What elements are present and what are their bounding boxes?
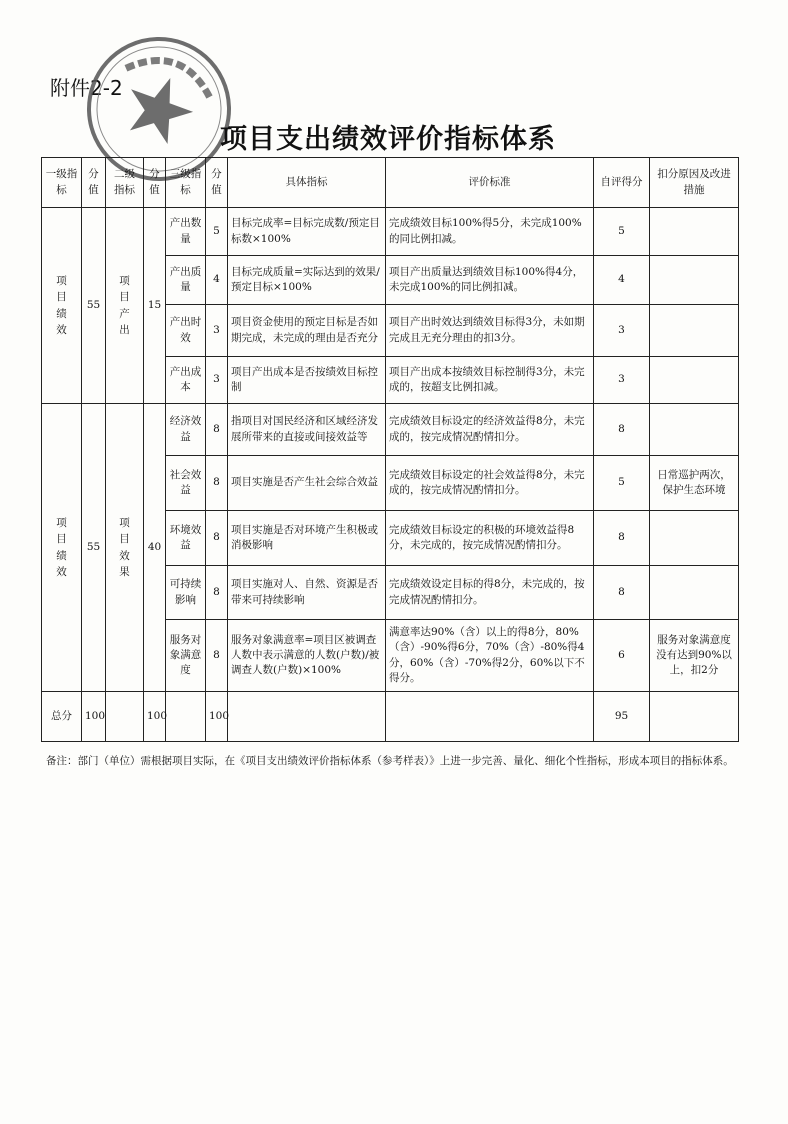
reason-text — [650, 357, 739, 404]
standard-text: 项目产出时效达到绩效目标得3分，未如期完成且无充分理由的扣3分。 — [386, 305, 594, 357]
reason-text: 日常巡护两次，保护生态环境 — [650, 456, 739, 511]
standard-text: 满意率达90%（含）以上的得8分，80%（含）-90%得6分，70%（含）-80%得4分，60%（含）-70%得2分，60%以下不得分。 — [386, 620, 594, 692]
header-level2: 二级指标 — [106, 158, 144, 208]
indicator-text: 目标完成质量=实际达到的效果/预定目标×100% — [228, 256, 386, 305]
level1-score: 55 — [82, 404, 106, 692]
self-score: 3 — [594, 305, 650, 357]
level3-score: 5 — [206, 208, 228, 256]
level3-label: 产出质量 — [166, 256, 206, 305]
level3-score: 8 — [206, 566, 228, 620]
level3-label: 服务对象满意度 — [166, 620, 206, 692]
level3-label: 产出时效 — [166, 305, 206, 357]
level3-score: 8 — [206, 620, 228, 692]
total-level1-score: 100 — [82, 692, 106, 742]
standard-text: 完成绩效目标设定的积极的环境效益得8分，未完成的，按完成情况酌情扣分。 — [386, 511, 594, 566]
standard-text: 完成绩效目标设定的社会效益得8分，未完成的，按完成情况酌情扣分。 — [386, 456, 594, 511]
self-score: 5 — [594, 456, 650, 511]
reason-text — [650, 511, 739, 566]
level3-label: 可持续影响 — [166, 566, 206, 620]
reason-text — [650, 305, 739, 357]
level3-score: 8 — [206, 511, 228, 566]
indicator-text: 项目产出成本是否按绩效目标控制 — [228, 357, 386, 404]
table-row — [42, 208, 739, 256]
standard-text: 完成绩效目标设定的经济效益得8分，未完成的，按完成情况酌情扣分。 — [386, 404, 594, 456]
indicator-text: 项目资金使用的预定目标是否如期完成，未完成的理由是否充分 — [228, 305, 386, 357]
level3-label: 社会效益 — [166, 456, 206, 511]
level3-score: 8 — [206, 456, 228, 511]
header-level1: 一级指标 — [42, 158, 82, 208]
reason-text — [650, 404, 739, 456]
level3-label: 经济效益 — [166, 404, 206, 456]
attachment-label: 附件2-2 — [50, 76, 123, 100]
self-score: 3 — [594, 357, 650, 404]
self-score: 4 — [594, 256, 650, 305]
level3-score: 3 — [206, 357, 228, 404]
level1-label: 项目绩效 — [56, 274, 67, 336]
level3-label: 环境效益 — [166, 511, 206, 566]
level2-score: 40 — [144, 404, 166, 692]
seal-star-icon — [118, 67, 202, 149]
total-level2-score: 100 — [144, 692, 166, 742]
header-score3: 分值 — [206, 158, 228, 208]
self-score: 8 — [594, 404, 650, 456]
standard-text: 完成绩效设定目标的得8分，未完成的，按完成情况酌情扣分。 — [386, 566, 594, 620]
level3-score: 3 — [206, 305, 228, 357]
footnote: 备注：部门（单位）需根据项目实际，在《项目支出绩效评价指标体系（参考样表）》上进一步完善、量化、细化个性指标，形成本项目的指标体系。 — [46, 755, 734, 767]
level3-score: 8 — [206, 404, 228, 456]
total-self-score: 95 — [594, 692, 650, 742]
self-score: 8 — [594, 566, 650, 620]
indicator-text: 项目实施对人、自然、资源是否带来可持续影响 — [228, 566, 386, 620]
indicator-text: 指项目对国民经济和区域经济发展所带来的直接或间接效益等 — [228, 404, 386, 456]
header-score2: 分值 — [144, 158, 166, 208]
level2-label: 项目产出 — [119, 274, 130, 336]
standard-text: 项目产出质量达到绩效目标100%得4分，未完成100%的同比例扣减。 — [386, 256, 594, 305]
indicator-text: 项目实施是否对环境产生积极或消极影响 — [228, 511, 386, 566]
reason-text — [650, 566, 739, 620]
header-score1: 分值 — [82, 158, 106, 208]
header-reason: 扣分原因及改进措施 — [650, 158, 739, 208]
level3-score: 4 — [206, 256, 228, 305]
reason-text — [650, 256, 739, 305]
reason-text: 服务对象满意度没有达到90%以上，扣2分 — [650, 620, 739, 692]
self-score: 8 — [594, 511, 650, 566]
header-level3: 三级指标 — [166, 158, 206, 208]
table-row — [42, 404, 739, 456]
level1-label: 项目绩效 — [56, 516, 67, 578]
page-title: 项目支出绩效评价指标体系 — [220, 124, 556, 155]
level3-label: 产出数量 — [166, 208, 206, 256]
total-row — [42, 692, 739, 742]
reason-text — [650, 208, 739, 256]
indicator-text: 项目实施是否产生社会综合效益 — [228, 456, 386, 511]
level1-score: 55 — [82, 208, 106, 404]
self-score: 6 — [594, 620, 650, 692]
total-label: 总分 — [42, 692, 82, 742]
header-standard: 评价标准 — [386, 158, 594, 208]
total-score: 100 — [206, 692, 228, 742]
indicator-text: 服务对象满意率=项目区被调查人数中表示满意的人数(户数)/被调查人数(户数)×100% — [228, 620, 386, 692]
header-indicator: 具体指标 — [228, 158, 386, 208]
header-self-score: 自评得分 — [594, 158, 650, 208]
level2-label: 项目效果 — [119, 516, 130, 578]
self-score: 5 — [594, 208, 650, 256]
table-header-row — [42, 158, 739, 208]
level3-label: 产出成本 — [166, 357, 206, 404]
standard-text: 项目产出成本按绩效目标控制得3分，未完成的，按超支比例扣减。 — [386, 357, 594, 404]
indicator-text: 目标完成率=目标完成数/预定目标数×100% — [228, 208, 386, 256]
indicator-table — [41, 157, 739, 742]
standard-text: 完成绩效目标100%得5分，未完成100%的同比例扣减。 — [386, 208, 594, 256]
level2-score: 15 — [144, 208, 166, 404]
